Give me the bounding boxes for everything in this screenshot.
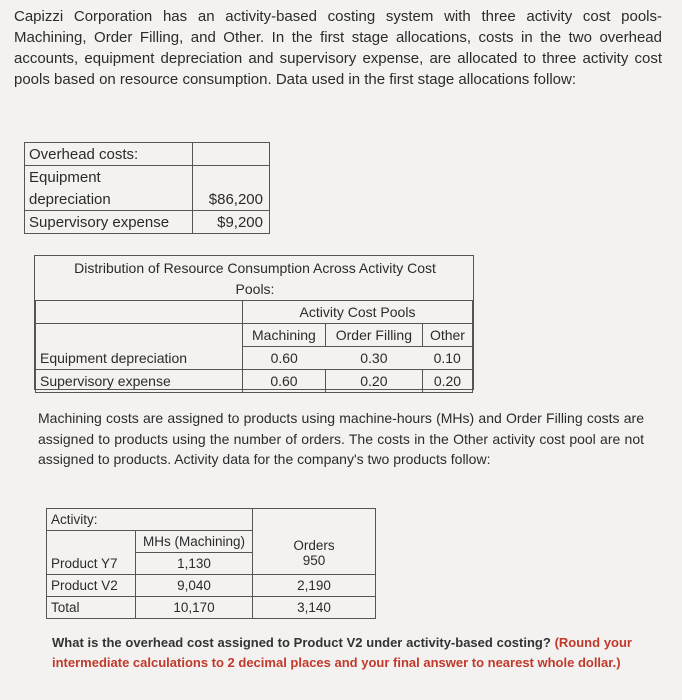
- equipment-label-line2: depreciation: [25, 188, 193, 211]
- table-row: [36, 324, 473, 347]
- table-row: [25, 188, 270, 211]
- column-header-machining: Machining: [243, 324, 326, 347]
- distribution-title: [35, 258, 475, 300]
- column-header-orders-and-y7: [253, 537, 376, 575]
- table-row: [25, 211, 270, 234]
- activity-cost-pools-header: Activity Cost Pools: [243, 301, 473, 324]
- cell-value: 0.20: [325, 370, 422, 393]
- equipment-label-line1: Equipment: [25, 166, 193, 189]
- supervisory-expense-value: $9,200: [193, 211, 270, 234]
- question-instruction: (Round your intermediate calculations to 2 decimal places and your final answer to nearest whole dollar.): [52, 635, 632, 670]
- cell-value: 2,190: [253, 575, 376, 597]
- distribution-title-line1: Distribution of Resource Consumption Across Activity Cost: [74, 260, 436, 276]
- table-row: [47, 509, 376, 531]
- column-header-mhs: MHs (Machining): [136, 531, 253, 553]
- question-paragraph: [52, 633, 632, 673]
- row-label-equipment-depreciation: Equipment depreciation: [36, 347, 243, 370]
- empty-cell: [36, 324, 243, 347]
- cell-value: 9,040: [136, 575, 253, 597]
- empty-cell: [36, 301, 243, 324]
- table-row: [47, 597, 376, 619]
- activity-header: Activity:: [47, 509, 253, 531]
- cell-value: 950: [302, 552, 326, 568]
- intro-paragraph: Capizzi Corporation has an activity-based costing system with three activity cost pools-Machining, Order Filling, and Other. In the first stage allocations, costs in the two overhead accounts, equipment depreciation and supervisory expense, are allocated to three activity cost pools based on resource consumption. Data used in the first stage allocations follow:: [14, 8, 662, 88]
- distribution-table: [34, 255, 474, 390]
- table-row: [25, 143, 270, 166]
- row-label-product-y7: Product Y7: [47, 553, 136, 575]
- cell-value: 0.20: [422, 370, 472, 393]
- row-label-supervisory-expense: Supervisory expense: [36, 370, 243, 393]
- activity-table: [46, 508, 376, 619]
- overhead-costs-table: [24, 142, 270, 234]
- empty-cell: [193, 166, 270, 189]
- distribution-title-line2: Pools:: [235, 281, 275, 297]
- overhead-header: Overhead costs:: [25, 143, 193, 166]
- table-row: [25, 166, 270, 189]
- column-header-other: Other: [422, 324, 472, 347]
- cell-value: 3,140: [253, 597, 376, 619]
- activity-description-paragraph: Machining costs are assigned to products using machine-hours (MHs) and Order Filling costs are assigned to products using the number of orders. The costs in the Other activity cost pool are not assigned to products. Activity data for the company's two products follow:: [38, 410, 644, 467]
- table-row: [36, 347, 473, 370]
- empty-cell: [193, 143, 270, 166]
- table-row: [47, 575, 376, 597]
- table-row: [36, 370, 473, 393]
- question-text: What is the overhead cost assigned to Product V2 under activity-based costing?: [52, 635, 551, 650]
- equipment-depreciation-value: $86,200: [193, 188, 270, 211]
- cell-value: 0.30: [360, 350, 388, 366]
- row-label-total: Total: [47, 597, 136, 619]
- column-header-order-filling: Order Filling: [325, 324, 422, 347]
- row-label-product-v2: Product V2: [47, 575, 136, 597]
- column-header-orders: Orders: [293, 537, 335, 553]
- cell-value: 1,130: [177, 556, 211, 571]
- table-row: [47, 553, 376, 575]
- table-row: [36, 301, 473, 324]
- empty-cell: [47, 531, 136, 553]
- cell-value: 0.10: [422, 347, 472, 370]
- supervisory-label: Supervisory expense: [25, 211, 193, 234]
- cell-value: 10,170: [136, 597, 253, 619]
- cell-value: 0.60: [243, 347, 326, 370]
- cell-value: 0.60: [243, 370, 326, 393]
- distribution-grid: [35, 300, 473, 393]
